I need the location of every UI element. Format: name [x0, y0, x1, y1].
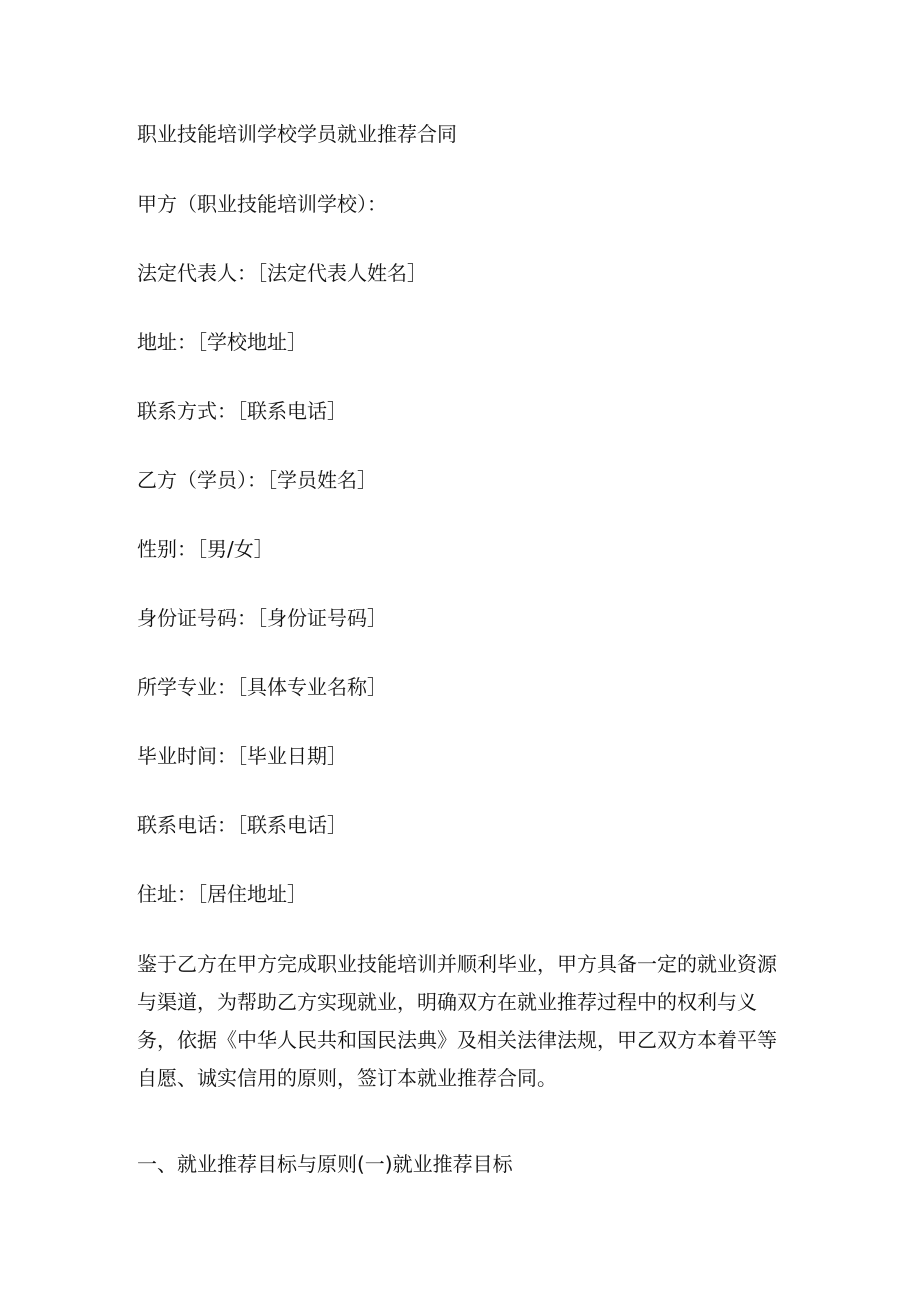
preamble-line: 鉴于乙方在甲方完成职业技能培训并顺利毕业，甲方具备一定的就业资源 — [137, 952, 777, 976]
field-address: 地址：［学校地址］ — [137, 330, 307, 354]
document-title: 职业技能培训学校学员就业推荐合同 — [137, 122, 457, 146]
field-contact-method: 联系方式：［联系电话］ — [137, 399, 347, 423]
field-phone: 联系电话：［联系电话］ — [137, 813, 347, 837]
preamble-line: 务，依据《中华人民共和国民法典》及相关法律法规，甲乙双方本着平等 — [137, 1028, 777, 1052]
field-gender: 性别：［男/女］ — [137, 537, 274, 561]
field-id-number: 身份证号码：［身份证号码］ — [137, 606, 387, 630]
preamble-line: 自愿、诚实信用的原则，签订本就业推荐合同。 — [137, 1066, 557, 1090]
preamble-line: 与渠道，为帮助乙方实现就业，明确双方在就业推荐过程中的权利与义 — [137, 990, 757, 1014]
field-legal-representative: 法定代表人：［法定代表人姓名］ — [137, 261, 427, 285]
section-heading: 一、就业推荐目标与原则(一)就业推荐目标 — [137, 1152, 513, 1176]
field-graduation-time: 毕业时间：［毕业日期］ — [137, 744, 347, 768]
field-party-a: 甲方（职业技能培训学校）： — [137, 192, 387, 216]
field-party-b: 乙方（学员）：［学员姓名］ — [137, 468, 377, 492]
field-residence: 住址：［居住地址］ — [137, 882, 307, 906]
field-major: 所学专业：［具体专业名称］ — [137, 675, 387, 699]
preamble-paragraph — [137, 945, 787, 1097]
